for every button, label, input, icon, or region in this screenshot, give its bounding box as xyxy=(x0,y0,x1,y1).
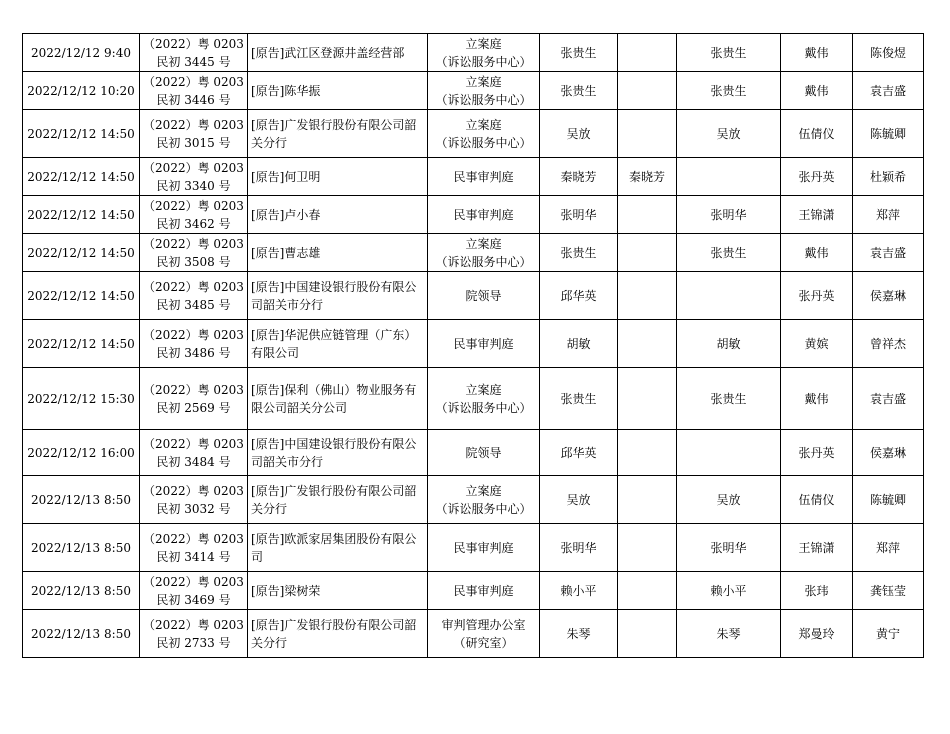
case-number-cell-text: （2022）粤 0203 xyxy=(143,574,244,589)
clerk-cell xyxy=(781,610,853,658)
party-cell-text: [原告]中国建设银行股份有限公司韶关市分行 xyxy=(251,279,417,312)
party-cell xyxy=(248,572,428,610)
judge-cell-text: 胡敏 xyxy=(566,336,591,351)
department-cell-text: 立案庭 xyxy=(465,236,502,251)
case-number-cell-text: 民初 3485 号 xyxy=(156,297,231,312)
case-number-cell xyxy=(140,572,248,610)
hearing-time-cell-text: 2022/12/12 16:00 xyxy=(27,445,135,460)
assistant-cell-text: 郑萍 xyxy=(875,207,900,222)
assistant-cell xyxy=(853,476,924,524)
assistant-cell xyxy=(853,430,924,476)
undertaking-judge-cell-text: 张明华 xyxy=(710,207,747,222)
undertaking-judge-cell xyxy=(677,196,781,234)
assistant-cell xyxy=(853,196,924,234)
table-row xyxy=(23,572,924,610)
case-number-cell-text: （2022）粤 0203 xyxy=(143,198,244,213)
judge-cell-text: 朱琴 xyxy=(566,626,591,641)
table-row xyxy=(23,34,924,72)
department-cell-text: （诉讼服务中心） xyxy=(435,92,532,107)
undertaking-judge-cell-text: 张贵生 xyxy=(710,391,747,406)
judge-cell xyxy=(540,272,618,320)
case-number-cell-text: 民初 2733 号 xyxy=(156,635,231,650)
hearing-time-cell xyxy=(23,476,140,524)
schedule-body xyxy=(23,34,924,658)
department-cell xyxy=(428,34,540,72)
department-cell-text: （研究室） xyxy=(453,635,514,650)
table-row xyxy=(23,234,924,272)
case-number-cell-text: （2022）粤 0203 xyxy=(143,236,244,251)
judge-cell-text: 秦晓芳 xyxy=(560,169,597,184)
department-cell-text: 民事审判庭 xyxy=(453,169,514,184)
department-cell xyxy=(428,158,540,196)
judge-cell xyxy=(540,320,618,368)
department-cell-text: 院领导 xyxy=(465,288,502,303)
assistant-cell-text: 袁吉盛 xyxy=(869,83,906,98)
undertaking-judge-cell xyxy=(677,110,781,158)
table-row xyxy=(23,320,924,368)
assistant-cell-text: 侯嘉琳 xyxy=(869,445,906,460)
presiding-judge-cell-text: 秦晓芳 xyxy=(628,169,665,184)
hearing-time-cell xyxy=(23,572,140,610)
judge-cell xyxy=(540,34,618,72)
clerk-cell xyxy=(781,368,853,430)
hearing-time-cell xyxy=(23,610,140,658)
department-cell-text: 民事审判庭 xyxy=(453,336,514,351)
table-row xyxy=(23,196,924,234)
clerk-cell xyxy=(781,572,853,610)
judge-cell-text: 吴放 xyxy=(566,126,591,141)
hearing-time-cell xyxy=(23,368,140,430)
case-number-cell-text: （2022）粤 0203 xyxy=(143,617,244,632)
case-number-cell-text: （2022）粤 0203 xyxy=(143,327,244,342)
department-cell xyxy=(428,320,540,368)
department-cell xyxy=(428,430,540,476)
table-row xyxy=(23,430,924,476)
assistant-cell-text: 曾祥杰 xyxy=(869,336,906,351)
presiding-judge-cell xyxy=(618,524,677,572)
assistant-cell xyxy=(853,524,924,572)
assistant-cell-text: 陈毓卿 xyxy=(869,126,906,141)
party-cell xyxy=(248,476,428,524)
hearing-time-cell xyxy=(23,196,140,234)
case-number-cell xyxy=(140,158,248,196)
hearing-time-cell xyxy=(23,34,140,72)
undertaking-judge-cell-text: 张贵生 xyxy=(710,245,747,260)
party-cell-text: [原告]曹志雄 xyxy=(251,245,321,260)
hearing-time-cell xyxy=(23,234,140,272)
table-row xyxy=(23,368,924,430)
department-cell-text: 民事审判庭 xyxy=(453,583,514,598)
department-cell xyxy=(428,234,540,272)
party-cell-text: [原告]广发银行股份有限公司韶关分行 xyxy=(251,483,417,516)
case-number-cell xyxy=(140,476,248,524)
clerk-cell-text: 张玮 xyxy=(804,583,829,598)
party-cell xyxy=(248,368,428,430)
undertaking-judge-cell xyxy=(677,320,781,368)
table-row xyxy=(23,110,924,158)
party-cell xyxy=(248,196,428,234)
clerk-cell xyxy=(781,430,853,476)
assistant-cell xyxy=(853,572,924,610)
undertaking-judge-cell xyxy=(677,272,781,320)
case-number-cell-text: （2022）粤 0203 xyxy=(143,160,244,175)
undertaking-judge-cell-text: 吴放 xyxy=(716,126,741,141)
undertaking-judge-cell xyxy=(677,34,781,72)
clerk-cell xyxy=(781,524,853,572)
undertaking-judge-cell xyxy=(677,476,781,524)
clerk-cell xyxy=(781,158,853,196)
assistant-cell-text: 袁吉盛 xyxy=(869,245,906,260)
assistant-cell xyxy=(853,72,924,110)
party-cell xyxy=(248,34,428,72)
case-number-cell xyxy=(140,430,248,476)
undertaking-judge-cell xyxy=(677,158,781,196)
case-number-cell xyxy=(140,320,248,368)
department-cell xyxy=(428,110,540,158)
presiding-judge-cell xyxy=(618,72,677,110)
case-number-cell xyxy=(140,524,248,572)
hearing-time-cell-text: 2022/12/13 8:50 xyxy=(31,540,131,555)
case-number-cell-text: 民初 3032 号 xyxy=(156,501,231,516)
case-number-cell-text: 民初 3445 号 xyxy=(156,54,231,69)
clerk-cell-text: 张丹英 xyxy=(798,169,835,184)
case-number-cell-text: 民初 3508 号 xyxy=(156,254,231,269)
department-cell-text: 民事审判庭 xyxy=(453,540,514,555)
assistant-cell-text: 杜颖希 xyxy=(869,169,906,184)
party-cell xyxy=(248,524,428,572)
assistant-cell xyxy=(853,320,924,368)
department-cell-text: 立案庭 xyxy=(465,382,502,397)
assistant-cell-text: 龚钰莹 xyxy=(869,583,906,598)
department-cell xyxy=(428,610,540,658)
hearing-time-cell-text: 2022/12/12 9:40 xyxy=(31,45,131,60)
department-cell-text: 院领导 xyxy=(465,445,502,460)
judge-cell xyxy=(540,610,618,658)
undertaking-judge-cell-text: 朱琴 xyxy=(716,626,741,641)
department-cell-text: （诉讼服务中心） xyxy=(435,501,532,516)
case-number-cell-text: （2022）粤 0203 xyxy=(143,483,244,498)
judge-cell-text: 张明华 xyxy=(560,540,597,555)
hearing-time-cell xyxy=(23,430,140,476)
hearing-time-cell-text: 2022/12/12 15:30 xyxy=(27,391,135,406)
department-cell xyxy=(428,524,540,572)
judge-cell-text: 张贵生 xyxy=(560,245,597,260)
assistant-cell-text: 陈毓卿 xyxy=(869,492,906,507)
judge-cell-text: 张贵生 xyxy=(560,83,597,98)
case-number-cell-text: 民初 3015 号 xyxy=(156,135,231,150)
judge-cell-text: 张贵生 xyxy=(560,45,597,60)
judge-cell xyxy=(540,72,618,110)
party-cell-text: [原告]华泥供应链管理（广东）有限公司 xyxy=(251,327,417,360)
department-cell-text: （诉讼服务中心） xyxy=(435,400,532,415)
judge-cell-text: 赖小平 xyxy=(560,583,597,598)
undertaking-judge-cell xyxy=(677,234,781,272)
party-cell xyxy=(248,234,428,272)
presiding-judge-cell xyxy=(618,272,677,320)
case-number-cell-text: （2022）粤 0203 xyxy=(143,382,244,397)
party-cell-text: [原告]陈华振 xyxy=(251,83,321,98)
case-number-cell xyxy=(140,196,248,234)
undertaking-judge-cell-text: 张贵生 xyxy=(710,45,747,60)
table-row xyxy=(23,610,924,658)
judge-cell xyxy=(540,158,618,196)
table-row xyxy=(23,524,924,572)
party-cell xyxy=(248,110,428,158)
undertaking-judge-cell xyxy=(677,524,781,572)
hearing-time-cell xyxy=(23,524,140,572)
clerk-cell-text: 王锦潇 xyxy=(798,207,835,222)
hearing-time-cell-text: 2022/12/12 14:50 xyxy=(27,169,135,184)
clerk-cell-text: 伍倩仪 xyxy=(798,126,835,141)
clerk-cell xyxy=(781,72,853,110)
undertaking-judge-cell-text: 张贵生 xyxy=(710,83,747,98)
case-number-cell-text: 民初 2569 号 xyxy=(156,400,231,415)
case-number-cell-text: （2022）粤 0203 xyxy=(143,279,244,294)
judge-cell xyxy=(540,524,618,572)
case-number-cell xyxy=(140,34,248,72)
case-number-cell-text: （2022）粤 0203 xyxy=(143,117,244,132)
case-number-cell-text: （2022）粤 0203 xyxy=(143,36,244,51)
hearing-time-cell-text: 2022/12/12 10:20 xyxy=(27,83,135,98)
clerk-cell xyxy=(781,272,853,320)
case-number-cell xyxy=(140,72,248,110)
judge-cell-text: 邱华英 xyxy=(560,445,597,460)
hearing-time-cell xyxy=(23,110,140,158)
case-number-cell xyxy=(140,368,248,430)
case-number-cell-text: （2022）粤 0203 xyxy=(143,74,244,89)
clerk-cell xyxy=(781,196,853,234)
judge-cell xyxy=(540,368,618,430)
presiding-judge-cell xyxy=(618,368,677,430)
case-number-cell xyxy=(140,110,248,158)
department-cell-text: 审判管理办公室 xyxy=(441,617,526,632)
clerk-cell-text: 戴伟 xyxy=(804,391,829,406)
presiding-judge-cell xyxy=(618,234,677,272)
assistant-cell-text: 陈俊煜 xyxy=(869,45,906,60)
undertaking-judge-cell-text: 张明华 xyxy=(710,540,747,555)
department-cell-text: （诉讼服务中心） xyxy=(435,254,532,269)
assistant-cell xyxy=(853,110,924,158)
assistant-cell xyxy=(853,272,924,320)
clerk-cell-text: 戴伟 xyxy=(804,245,829,260)
hearing-schedule-table xyxy=(22,33,924,658)
presiding-judge-cell xyxy=(618,476,677,524)
judge-cell-text: 张明华 xyxy=(560,207,597,222)
party-cell xyxy=(248,158,428,196)
hearing-time-cell-text: 2022/12/12 14:50 xyxy=(27,336,135,351)
clerk-cell-text: 戴伟 xyxy=(804,83,829,98)
judge-cell-text: 吴放 xyxy=(566,492,591,507)
assistant-cell xyxy=(853,34,924,72)
judge-cell xyxy=(540,476,618,524)
clerk-cell-text: 伍倩仪 xyxy=(798,492,835,507)
party-cell-text: [原告]广发银行股份有限公司韶关分行 xyxy=(251,117,417,150)
department-cell xyxy=(428,368,540,430)
presiding-judge-cell xyxy=(618,158,677,196)
assistant-cell-text: 侯嘉琳 xyxy=(869,288,906,303)
table-row xyxy=(23,158,924,196)
hearing-time-cell-text: 2022/12/12 14:50 xyxy=(27,207,135,222)
presiding-judge-cell xyxy=(618,610,677,658)
judge-cell xyxy=(540,572,618,610)
presiding-judge-cell xyxy=(618,110,677,158)
presiding-judge-cell xyxy=(618,320,677,368)
hearing-time-cell xyxy=(23,158,140,196)
party-cell-text: [原告]卢小春 xyxy=(251,207,321,222)
party-cell-text: [原告]梁树荣 xyxy=(251,583,321,598)
case-number-cell-text: 民初 3469 号 xyxy=(156,592,231,607)
assistant-cell-text: 袁吉盛 xyxy=(869,391,906,406)
party-cell-text: [原告]何卫明 xyxy=(251,169,321,184)
clerk-cell-text: 张丹英 xyxy=(798,288,835,303)
case-number-cell-text: 民初 3446 号 xyxy=(156,92,231,107)
clerk-cell-text: 戴伟 xyxy=(804,45,829,60)
department-cell-text: 立案庭 xyxy=(465,36,502,51)
department-cell-text: 民事审判庭 xyxy=(453,207,514,222)
party-cell-text: [原告]欧派家居集团股份有限公司 xyxy=(251,531,417,564)
assistant-cell-text: 黄宁 xyxy=(875,626,900,641)
case-number-cell-text: 民初 3340 号 xyxy=(156,178,231,193)
undertaking-judge-cell xyxy=(677,430,781,476)
assistant-cell xyxy=(853,158,924,196)
undertaking-judge-cell-text: 赖小平 xyxy=(710,583,747,598)
clerk-cell xyxy=(781,34,853,72)
assistant-cell xyxy=(853,368,924,430)
table-row xyxy=(23,72,924,110)
presiding-judge-cell xyxy=(618,196,677,234)
judge-cell xyxy=(540,196,618,234)
undertaking-judge-cell xyxy=(677,572,781,610)
party-cell-text: [原告]广发银行股份有限公司韶关分行 xyxy=(251,617,417,650)
hearing-time-cell xyxy=(23,272,140,320)
hearing-time-cell-text: 2022/12/12 14:50 xyxy=(27,288,135,303)
undertaking-judge-cell-text: 吴放 xyxy=(716,492,741,507)
clerk-cell xyxy=(781,110,853,158)
case-number-cell-text: （2022）粤 0203 xyxy=(143,531,244,546)
hearing-time-cell-text: 2022/12/13 8:50 xyxy=(31,583,131,598)
judge-cell xyxy=(540,110,618,158)
party-cell-text: [原告]保利（佛山）物业服务有限公司韶关分公司 xyxy=(251,382,417,415)
case-number-cell xyxy=(140,610,248,658)
judge-cell-text: 张贵生 xyxy=(560,391,597,406)
department-cell xyxy=(428,196,540,234)
clerk-cell-text: 郑曼玲 xyxy=(798,626,835,641)
case-number-cell-text: （2022）粤 0203 xyxy=(143,436,244,451)
department-cell xyxy=(428,476,540,524)
department-cell-text: （诉讼服务中心） xyxy=(435,135,532,150)
party-cell-text: [原告]中国建设银行股份有限公司韶关市分行 xyxy=(251,436,417,469)
undertaking-judge-cell xyxy=(677,610,781,658)
clerk-cell-text: 王锦潇 xyxy=(798,540,835,555)
case-number-cell-text: 民初 3486 号 xyxy=(156,345,231,360)
hearing-time-cell-text: 2022/12/13 8:50 xyxy=(31,492,131,507)
judge-cell xyxy=(540,430,618,476)
presiding-judge-cell xyxy=(618,430,677,476)
department-cell xyxy=(428,572,540,610)
clerk-cell xyxy=(781,476,853,524)
clerk-cell xyxy=(781,234,853,272)
undertaking-judge-cell xyxy=(677,368,781,430)
clerk-cell-text: 黄嫔 xyxy=(804,336,829,351)
party-cell xyxy=(248,72,428,110)
hearing-time-cell xyxy=(23,72,140,110)
presiding-judge-cell xyxy=(618,572,677,610)
hearing-time-cell-text: 2022/12/12 14:50 xyxy=(27,126,135,141)
department-cell-text: 立案庭 xyxy=(465,74,502,89)
assistant-cell xyxy=(853,234,924,272)
case-number-cell-text: 民初 3414 号 xyxy=(156,549,231,564)
department-cell xyxy=(428,72,540,110)
presiding-judge-cell xyxy=(618,34,677,72)
table-row xyxy=(23,476,924,524)
clerk-cell-text: 张丹英 xyxy=(798,445,835,460)
department-cell xyxy=(428,272,540,320)
department-cell-text: （诉讼服务中心） xyxy=(435,54,532,69)
case-number-cell-text: 民初 3462 号 xyxy=(156,216,231,231)
undertaking-judge-cell xyxy=(677,72,781,110)
party-cell xyxy=(248,272,428,320)
case-number-cell-text: 民初 3484 号 xyxy=(156,454,231,469)
hearing-time-cell-text: 2022/12/12 14:50 xyxy=(27,245,135,260)
judge-cell xyxy=(540,234,618,272)
party-cell xyxy=(248,610,428,658)
assistant-cell xyxy=(853,610,924,658)
case-number-cell xyxy=(140,234,248,272)
undertaking-judge-cell-text: 胡敏 xyxy=(716,336,741,351)
assistant-cell-text: 郑萍 xyxy=(875,540,900,555)
case-number-cell xyxy=(140,272,248,320)
hearing-time-cell-text: 2022/12/13 8:50 xyxy=(31,626,131,641)
judge-cell-text: 邱华英 xyxy=(560,288,597,303)
hearing-time-cell xyxy=(23,320,140,368)
department-cell-text: 立案庭 xyxy=(465,483,502,498)
department-cell-text: 立案庭 xyxy=(465,117,502,132)
table-row xyxy=(23,272,924,320)
party-cell xyxy=(248,320,428,368)
party-cell-text: [原告]武江区登源井盖经营部 xyxy=(251,45,405,60)
clerk-cell xyxy=(781,320,853,368)
party-cell xyxy=(248,430,428,476)
